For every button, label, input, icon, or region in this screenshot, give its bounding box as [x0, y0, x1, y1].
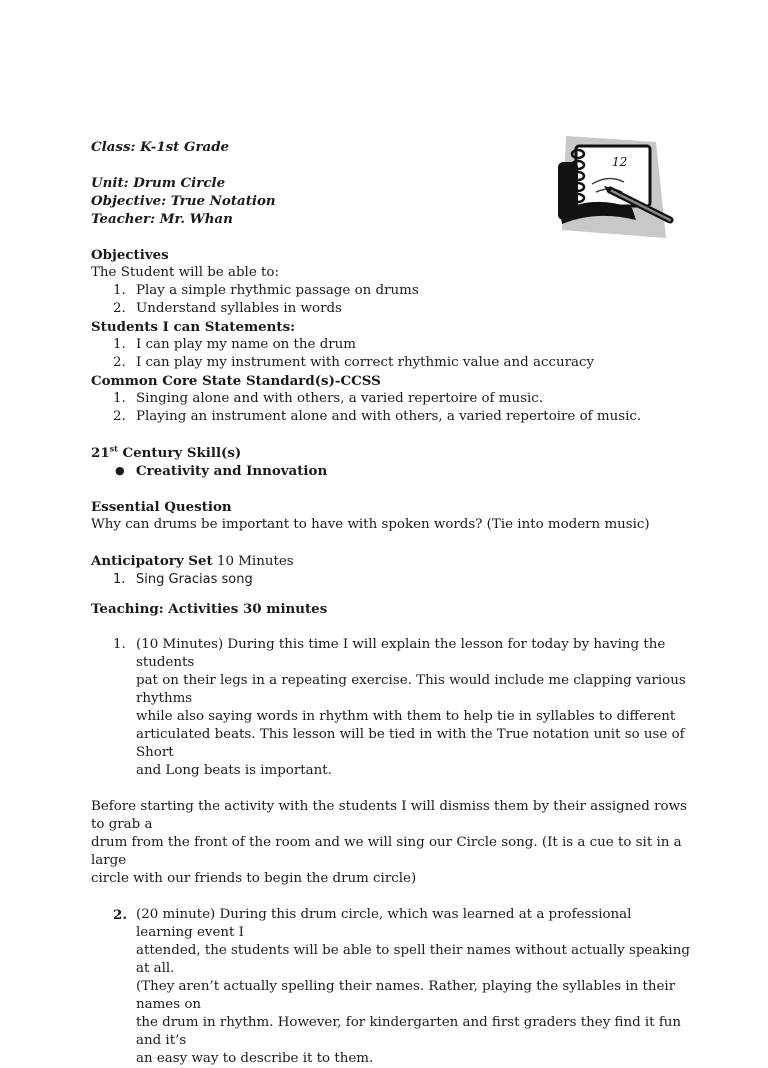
objectives-list	[91, 282, 691, 318]
unit-line: Unit: Drum Circle	[91, 175, 226, 191]
ccss-heading: Common Core State Standard(s)-CCSS	[91, 373, 381, 389]
bullet-icon: ●	[115, 464, 125, 477]
list-item: 1. I can play my name on the drum	[113, 337, 356, 352]
teacher-line: Teacher: Mr. Whan	[91, 211, 233, 227]
i-can-list	[91, 336, 691, 372]
list-item: 2. (20 minute) During this drum circle, which was learned at a professional learning event I attended, the students will be able to spell their names without actually speaking at all. (They aren’t actually spelling their names. Rather, playing the syllables in their names on the drum in rhythm. However, for kindergarten and first graders they find it fun and it’s an easy way to describe it to them.	[113, 907, 690, 1066]
list-item: ● Creativity and Innovation	[115, 463, 328, 479]
list-item: 1. Singing alone and with others, a varied repertoire of music.	[113, 391, 544, 406]
list-item: 2. Playing an instrument alone and with others, a varied repertoire of music.	[113, 409, 642, 424]
essential-question-text: Why can drums be important to have with spoken words? (Tie into modern music)	[91, 517, 650, 532]
skills-heading: 21st Century Skill(s)	[91, 443, 242, 461]
list-item: 1. Sing Gracias song	[113, 572, 253, 587]
anticipatory-list	[91, 571, 691, 589]
teaching-heading: Teaching: Activities 30 minutes	[91, 601, 328, 617]
objectives-intro: The Student will be able to:	[91, 265, 279, 280]
clipart-page-number: 12	[612, 155, 628, 169]
activity-1	[91, 636, 691, 780]
list-item: 1. (10 Minutes) During this time I will explain the lesson for today by having the students pat on their legs in a repeating exercise. This would include me clapping various rhythms while also saying words in rhythm with them to help tie in syllables to different articulated beats. This lesson will be tied in with the True notation unit so use of Short and Long beats is important.	[113, 637, 686, 778]
anticipatory-heading: Anticipatory Set 10 Minutes	[91, 553, 294, 569]
transition-paragraph: Before starting the activity with the students I will dismiss them by their assigned rows to grab a drum from the front of the room and we will sing our Circle song. (It is a cue to sit in a large circle with our friends to begin the drum circle)	[91, 799, 687, 886]
skills-list	[91, 462, 691, 480]
list-item: 1. Play a simple rhythmic passage on drums	[113, 283, 419, 298]
activity-2	[91, 906, 691, 1068]
essential-question-heading: Essential Question	[91, 499, 232, 515]
lesson-plan-document	[91, 138, 691, 1068]
objective-line: Objective: True Notation	[91, 193, 276, 209]
ccss-list	[91, 390, 691, 426]
objectives-heading: Objectives	[91, 247, 169, 263]
list-item: 2. I can play my instrument with correct rhythmic value and accuracy	[113, 355, 595, 370]
list-item: 2. Understand syllables in words	[113, 301, 342, 316]
class-line: Class: K-1st Grade	[91, 139, 230, 155]
i-can-heading: Students I can Statements:	[91, 319, 296, 335]
